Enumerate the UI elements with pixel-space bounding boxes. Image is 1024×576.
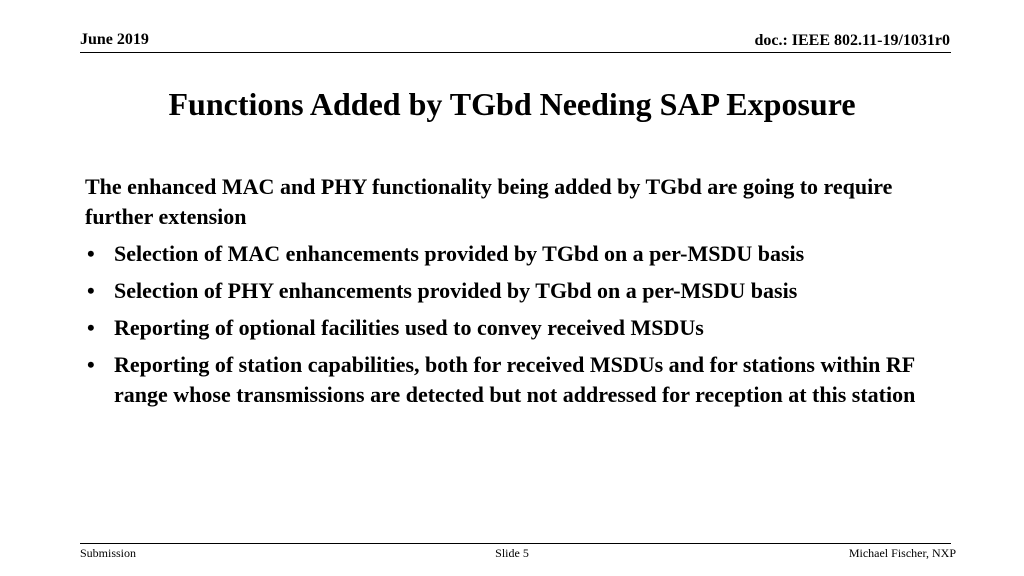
bullet-item	[85, 350, 945, 410]
bullet-text: Selection of MAC enhancements provided by TGbd on a per-MSDU basis	[114, 241, 805, 266]
bullet-dot-icon: •	[87, 315, 95, 340]
footer-submission: Submission	[80, 546, 137, 560]
bullet-dot-icon: •	[87, 241, 95, 266]
slide-title: Functions Added by TGbd Needing SAP Exposure	[168, 86, 856, 122]
bullet-text: Selection of PHY enhancements provided by TGbd on a per-MSDU basis	[114, 278, 798, 303]
footer-slide-number: Slide 5	[495, 546, 529, 560]
intro-paragraph: The enhanced MAC and PHY functionality being added by TGbd are going to require further extension	[85, 174, 893, 229]
header-doc-id: doc.: IEEE 802.11-19/1031r0	[754, 32, 950, 49]
footer-author: Michael Fischer, NXP	[848, 546, 956, 560]
header-divider	[80, 52, 951, 53]
bullet-text: Reporting of station capabilities, both for received MSDUs and for stations within RF range whose transmissions are detected but not addressed for reception at this station	[114, 352, 916, 407]
bullet-item	[85, 276, 945, 306]
bullet-list	[85, 239, 945, 410]
bullet-dot-icon: •	[87, 352, 95, 377]
bullet-item	[85, 313, 945, 343]
bullet-text: Reporting of optional facilities used to convey received MSDUs	[114, 315, 704, 340]
header-date: June 2019	[80, 31, 149, 48]
bullet-dot-icon: •	[87, 278, 95, 303]
bullet-item	[85, 239, 945, 269]
slide-body	[85, 172, 945, 417]
footer-divider	[80, 543, 951, 544]
